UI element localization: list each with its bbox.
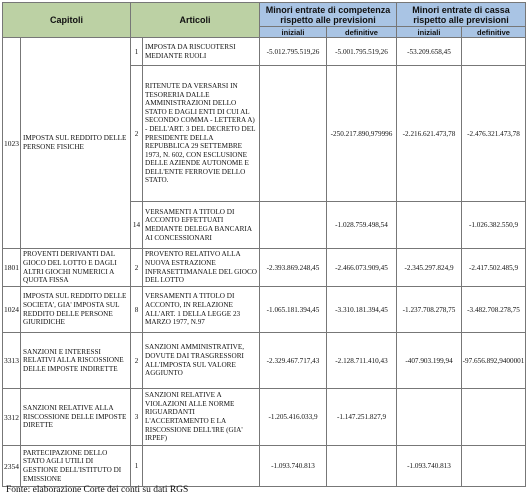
comp-iniziali-value: -2.393.869.248,45 [260,249,327,287]
comp-iniziali-value: -5.012.795.519,26 [260,38,327,66]
cassa-iniziali-value: -1.237.708.278,75 [397,287,462,333]
capitolo-desc: SANZIONI E INTERESSI RELATIVI ALLA RISCOSSIONE DELLE IMPOSTE INDIRETTE [21,333,131,389]
articolo-desc: SANZIONI RELATIVE A VIOLAZIONI ALLE NORME RIGUARDANTI L'ACCERTAMENTO E LA RISCOSSIONE DELL'IRE (GIA' IRPEF) [143,389,260,446]
header-cassa-definitive: definitive [462,27,526,38]
capitolo-code: 1801 [3,249,21,287]
comp-definitive-value: -1.147.251.827,9 [327,389,397,446]
capitolo-desc: PARTECIPAZIONE DELLO STATO AGLI UTILI DI GESTIONE DELL'ISTITUTO DI EMISSIONE [21,446,131,487]
cassa-definitive-value: -2.417.502.485,9 [462,249,526,287]
comp-definitive-value [327,446,397,487]
articolo-num: 2 [131,66,143,202]
source-note: Fonte: elaborazione Corte dei conti su dati RGS [6,485,189,495]
comp-definitive-value: -1.028.759.498,54 [327,202,397,249]
comp-iniziali-value [260,202,327,249]
table-row [3,38,526,66]
cassa-definitive-value [462,446,526,487]
comp-iniziali-value: -1.065.181.394,45 [260,287,327,333]
cassa-iniziali-value: -2.345.297.824,9 [397,249,462,287]
capitolo-code: 1023 [3,38,21,249]
cassa-definitive-value: -2.476.321.473,78 [462,66,526,202]
comp-iniziali-value: -1.093.740.813 [260,446,327,487]
comp-iniziali-value [260,66,327,202]
capitolo-desc: PROVENTI DERIVANTI DAL GIOCO DEL LOTTO E DAGLI ALTRI GIOCHI NUMERICI A QUOTA FISSA [21,249,131,287]
articolo-desc: VERSAMENTI A TITOLO DI ACCONTO, IN RELAZIONE ALL'ART. 1 DELLA LEGGE 23 MARZO 1977, N.97 [143,287,260,333]
capitolo-desc: IMPOSTA SUL REDDITO DELLE PERSONE FISICHE [21,38,131,249]
cassa-iniziali-value: -53.209.658,45 [397,38,462,66]
comp-iniziali-value: -2.329.467.717,43 [260,333,327,389]
cassa-iniziali-value: -2.216.621.473,78 [397,66,462,202]
table-row [3,333,526,389]
header-cassa: Minori entrate di cassa rispetto alle previsioni [397,3,526,27]
cassa-iniziali-value [397,389,462,446]
cassa-iniziali-value: -407.903.199,94 [397,333,462,389]
comp-iniziali-value: -1.205.416.033,9 [260,389,327,446]
capitolo-code: 1024 [3,287,21,333]
comp-definitive-value: -5.001.795.519,26 [327,38,397,66]
header-row-1 [3,3,526,27]
articolo-desc [143,446,260,487]
articolo-num: 2 [131,333,143,389]
articolo-desc: PROVENTO RELATIVO ALLA NUOVA ESTRAZIONE INFRASETTIMANALE DEL GIOCO DEL LOTTO [143,249,260,287]
header-comp-definitive: definitive [327,27,397,38]
capitolo-desc: SANZIONI RELATIVE ALLA RISCOSSIONE DELLE IMPOSTE DIRETTE [21,389,131,446]
comp-definitive-value: -3.310.181.394,45 [327,287,397,333]
cassa-definitive-value [462,38,526,66]
articolo-num: 8 [131,287,143,333]
header-cassa-iniziali: iniziali [397,27,462,38]
capitolo-desc: IMPOSTA SUL REDDITO DELLE SOCIETA', GIA' IMPOSTA SUL REDDITO DELLE PERSONE GIURIDICHE [21,287,131,333]
cassa-iniziali-value [397,202,462,249]
articolo-num: 14 [131,202,143,249]
articolo-num: 1 [131,446,143,487]
cassa-definitive-value [462,389,526,446]
header-capitoli: Capitoli [3,3,131,38]
articolo-desc: RITENUTE DA VERSARSI IN TESORERIA DALLE AMMINISTRAZIONI DELLO STATO E DAGLI ENTI DI CUI AL SECONDO COMMA - LETTERA A) - DELL'ART. 3 DEL DECRETO DEL PRESIDENTE DELLA REPUBBLICA 29 SETTEMBRE 1973, N. 602, CON ESCLUSIONE DELLE AZIENDE AUTONOME E DELL'ENTE FERROVIE DELLO STATO. [143,66,260,202]
articolo-desc: SANZIONI AMMINISTRATIVE, DOVUTE DAI TRASGRESSORI ALL'IMPOSTA SUL VALORE AGGIUNTO [143,333,260,389]
articolo-desc: VERSAMENTI A TITOLO DI ACCONTO EFFETTUATI MEDIANTE DELEGA BANCARIA AI CONCESSIONARI [143,202,260,249]
capitolo-code: 3313 [3,333,21,389]
header-competenza: Minori entrate di competenza rispetto alle previsioni [260,3,397,27]
cassa-definitive-value: -1.026.382.550,9 [462,202,526,249]
comp-definitive-value: -250.217.890,979996 [327,66,397,202]
comp-definitive-value: -2.466.073.909,45 [327,249,397,287]
comp-definitive-value: -2.128.711.410,43 [327,333,397,389]
table-row [3,446,526,487]
articolo-desc: IMPOSTA DA RISCUOTERSI MEDIANTE RUOLI [143,38,260,66]
table-row [3,287,526,333]
header-comp-iniziali: iniziali [260,27,327,38]
revenue-table [2,2,526,487]
header-articoli: Articoli [131,3,260,38]
articolo-num: 3 [131,389,143,446]
capitolo-code: 2354 [3,446,21,487]
cassa-definitive-value: -3.482.708.278,75 [462,287,526,333]
articolo-num: 1 [131,38,143,66]
table-row [3,389,526,446]
articolo-num: 2 [131,249,143,287]
cassa-iniziali-value: -1.093.740.813 [397,446,462,487]
capitolo-code: 3312 [3,389,21,446]
cassa-definitive-value: -97.656.892,9400001 [462,333,526,389]
table-row [3,249,526,287]
